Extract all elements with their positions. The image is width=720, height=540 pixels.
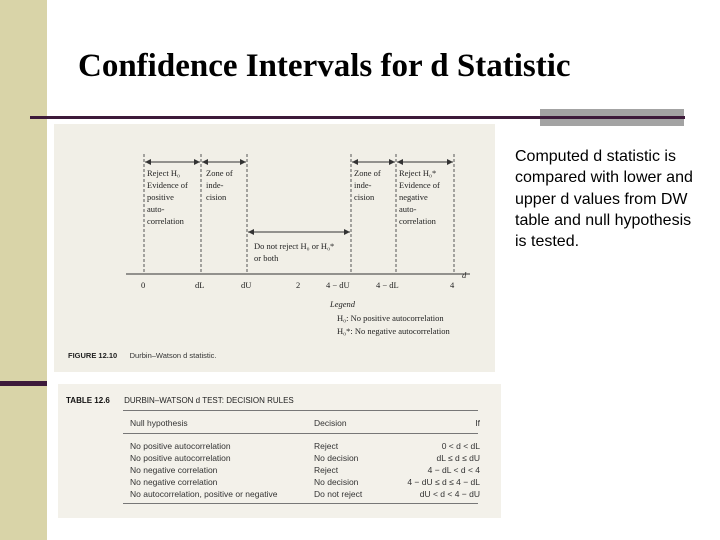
slide-title: Confidence Intervals for d Statistic <box>78 48 571 84</box>
table-row: No positive autocorrelation No decision dL ≤ d ≤ dU <box>130 453 480 463</box>
do-not-reject-label: Do not reject H₀ or H₀* or both <box>254 241 335 263</box>
tick-du: dU <box>241 280 252 290</box>
table-header-rule <box>123 433 478 434</box>
explanation-text: Computed d statistic is compared with lower and upper d values from DW table and null hypothesis is tested. <box>515 148 693 251</box>
left-accent-strip <box>0 0 47 540</box>
table-row: No autocorrelation, positive or negative Do not reject dU < d < 4 − dU <box>130 489 480 499</box>
table-top-rule <box>123 410 478 411</box>
tick-2: 2 <box>296 280 301 290</box>
left-accent-bar <box>0 381 47 386</box>
legend-item-h0-star: H₀*: No negative autocorrelation <box>337 326 450 336</box>
durbin-watson-figure <box>54 124 495 372</box>
table-row: No negative correlation No decision 4 − dU ≤ d ≤ 4 − dL <box>130 477 480 487</box>
table-header-row <box>130 418 480 430</box>
tick-dl: dL <box>195 280 205 290</box>
d-axis-label: d <box>462 270 467 280</box>
legend-item-h0: H₀: No positive autocorrelation <box>337 313 444 323</box>
tick-0: 0 <box>141 280 146 290</box>
table-bottom-rule <box>123 503 478 504</box>
table-name: DURBIN–WATSON d TEST: DECISION RULES <box>124 396 294 405</box>
tick-4-du: 4 − dU <box>326 280 350 290</box>
reject-neg-label: Reject H₀* Evidence of negative auto- correlation <box>399 168 440 226</box>
table-row: No positive autocorrelation Reject 0 < d < dL <box>130 441 480 451</box>
figure-caption: FIGURE 12.10 Durbin–Watson d statistic. <box>68 351 217 360</box>
title-divider-accent <box>540 109 684 126</box>
indecision-left-label: Zone of inde- cision <box>206 168 233 202</box>
table-label: TABLE 12.6 <box>66 396 110 405</box>
table-title <box>66 396 294 405</box>
header-decision: Decision <box>314 418 347 428</box>
header-null-hypothesis: Null hypothesis <box>130 418 188 428</box>
dw-regions-diagram <box>54 124 495 372</box>
indecision-right-label: Zone of inde- cision <box>354 168 381 202</box>
tick-4-dl: 4 − dL <box>376 280 399 290</box>
header-if: If <box>475 418 480 428</box>
tick-4: 4 <box>450 280 455 290</box>
table-row: No negative correlation Reject 4 − dL < d < 4 <box>130 465 480 475</box>
reject-pos-label: Reject H₀ Evidence of positive auto- correlation <box>147 168 188 226</box>
legend-title: Legend <box>330 299 356 309</box>
decision-rules-table <box>58 384 501 518</box>
